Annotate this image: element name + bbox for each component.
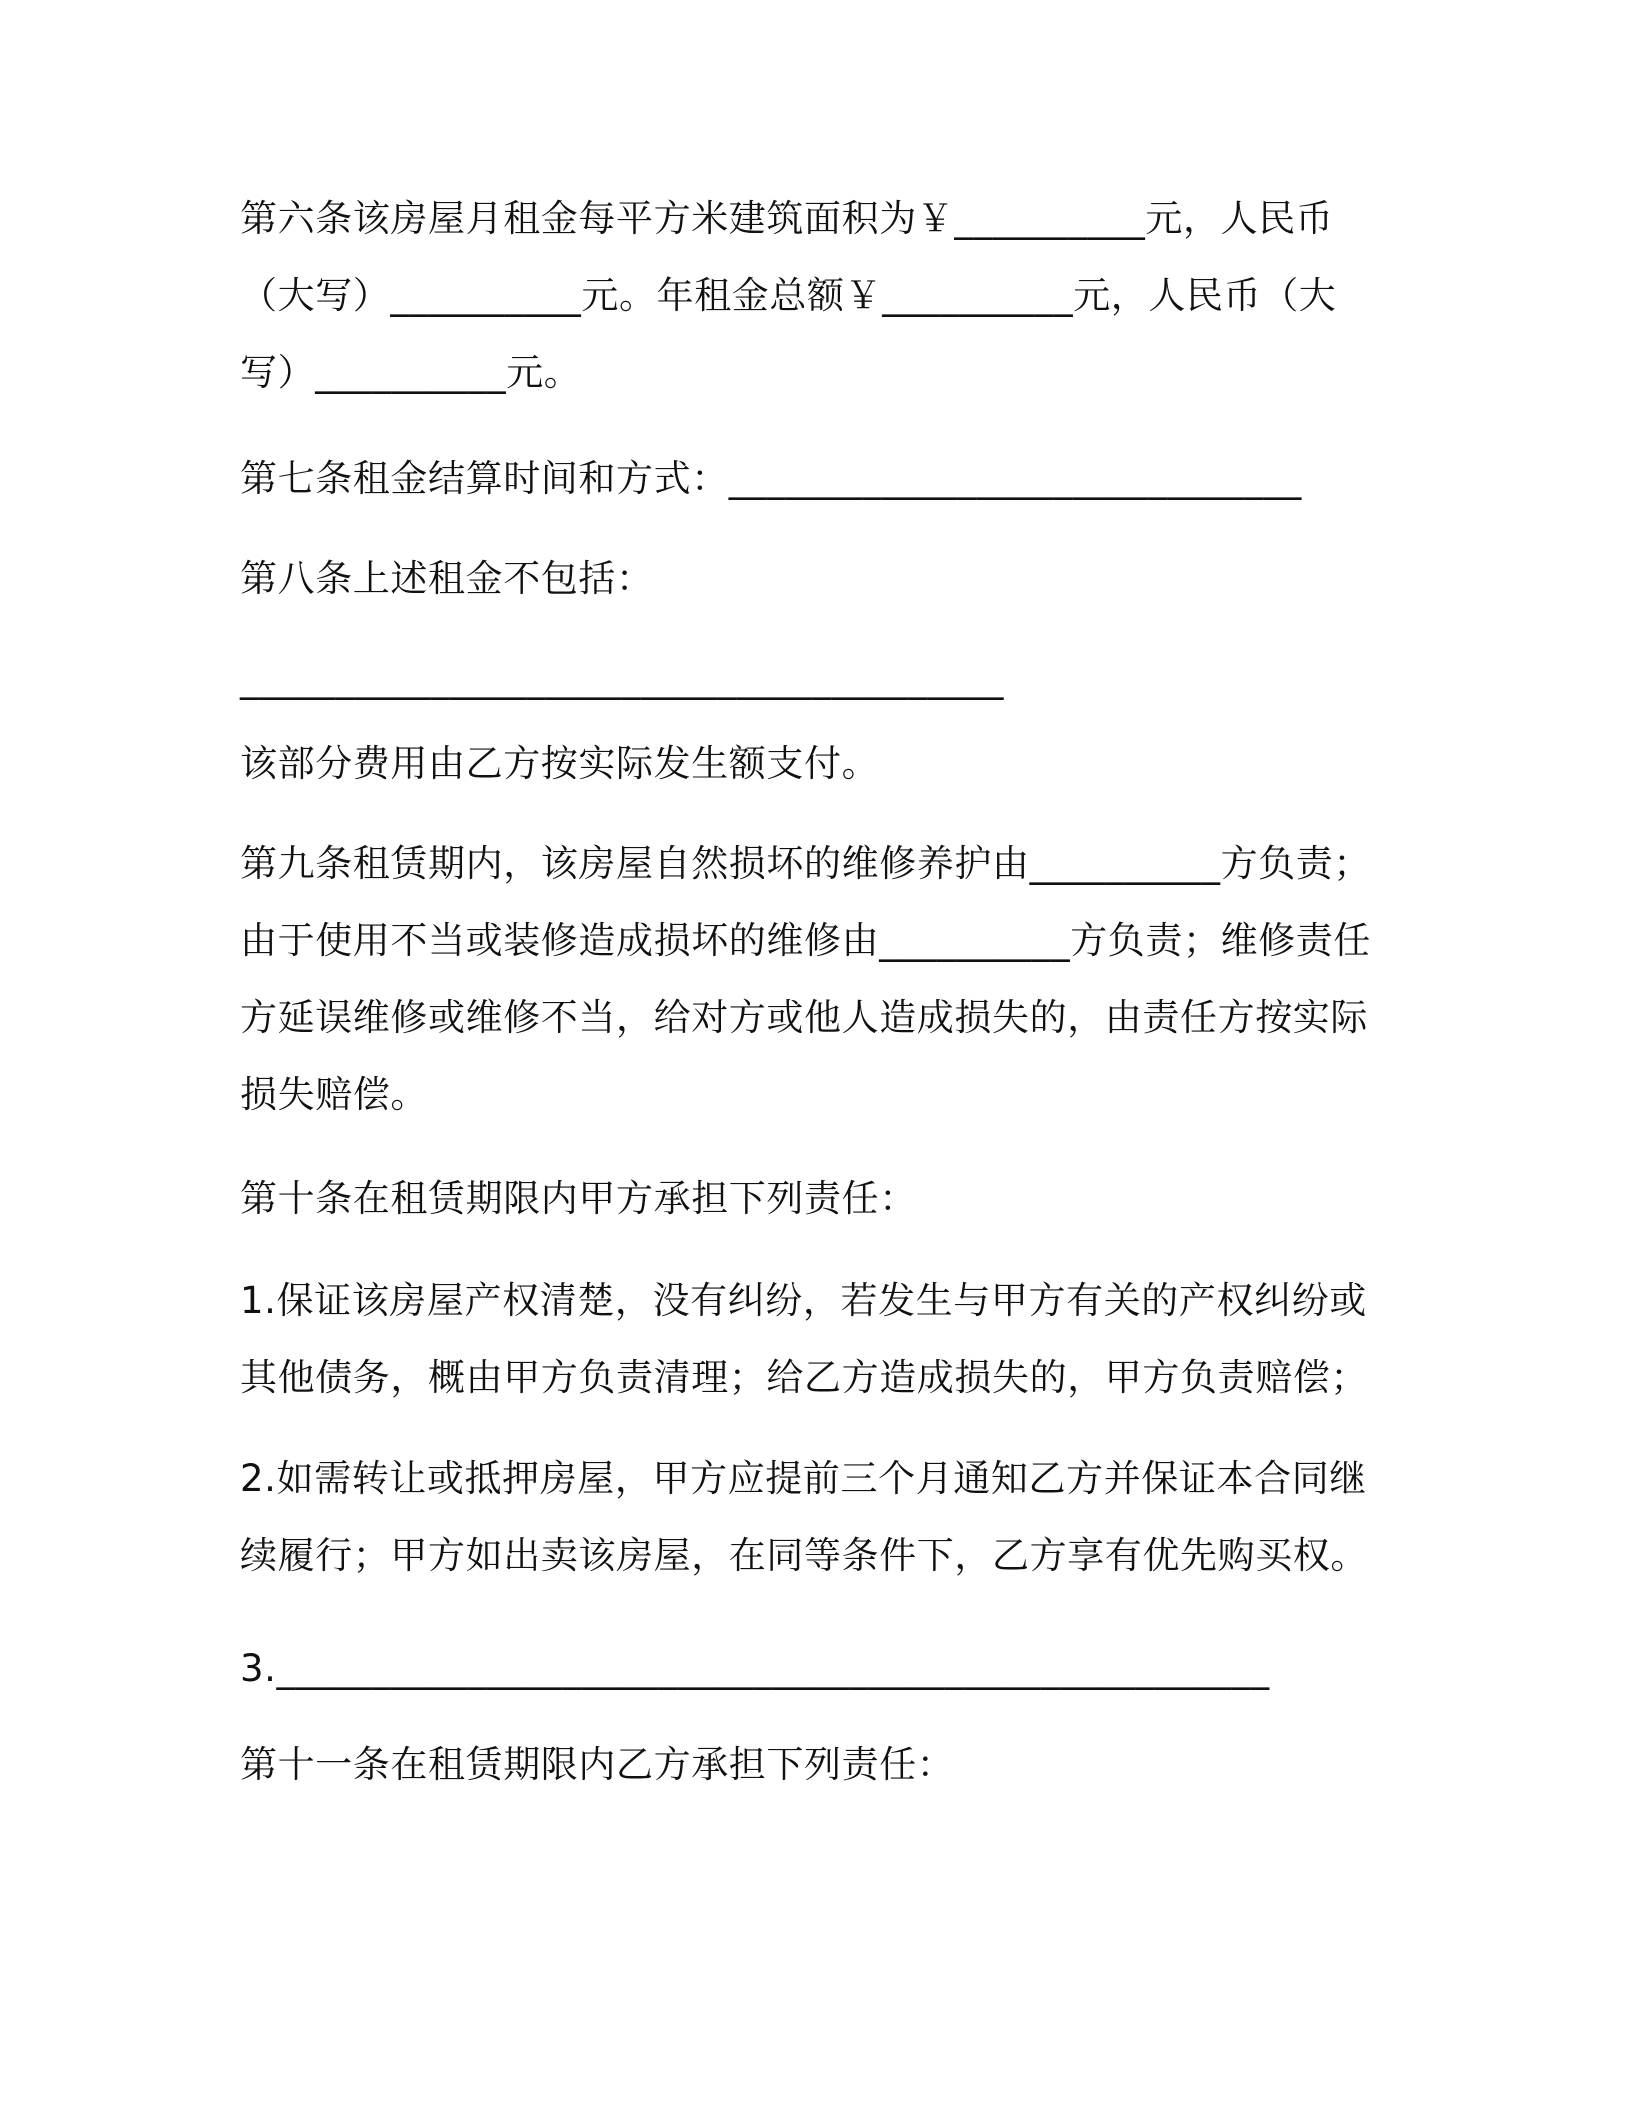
article-9-line-3: 方延误维修或维修不当，给对方或他人造成损失的，由责任方按实际 bbox=[240, 996, 1368, 1039]
article-6-line-3: 写）__________元。 bbox=[240, 351, 582, 394]
article-6-line-2: （大写）__________元。年租金总额￥__________元，人民币（大 bbox=[240, 274, 1337, 317]
article-8-heading-text: 第八条上述租金不包括： bbox=[240, 557, 654, 600]
article-10-item-1-line-2: 其他债务，概由甲方负责清理；给乙方造成损失的，甲方负责赔偿； bbox=[240, 1356, 1368, 1399]
article-10-heading bbox=[240, 1160, 1400, 1237]
article-10-item-2-line-2: 续履行；甲方如出卖该房屋，在同等条件下，乙方享有优先购买权。 bbox=[240, 1534, 1368, 1577]
article-7-text: 第七条租金结算时间和方式：______________________________ bbox=[240, 457, 1302, 500]
article-9 bbox=[240, 825, 1400, 1133]
article-10-item-2-line-1: 2.如需转让或抵押房屋，甲方应提前三个月通知乙方并保证本合同继 bbox=[240, 1457, 1367, 1500]
article-10-item-2 bbox=[240, 1440, 1400, 1594]
article-10-item-1 bbox=[240, 1262, 1400, 1416]
article-11-heading bbox=[240, 1726, 1400, 1803]
article-10-item-3 bbox=[240, 1630, 1400, 1707]
article-8-blank bbox=[240, 640, 1400, 717]
article-9-line-1: 第九条租赁期内，该房屋自然损坏的维修养护由__________方负责； bbox=[240, 842, 1371, 885]
article-8-blank-line: ________________________________________ bbox=[240, 657, 1004, 700]
article-6 bbox=[240, 180, 1400, 411]
article-6-line-1: 第六条该房屋月租金每平方米建筑面积为￥__________元，人民币 bbox=[240, 197, 1334, 240]
article-9-line-4: 损失赔偿。 bbox=[240, 1073, 428, 1116]
article-10-item-1-line-1: 1.保证该房屋产权清楚，没有纠纷，若发生与甲方有关的产权纠纷或 bbox=[240, 1279, 1367, 1322]
article-9-line-2: 由于使用不当或装修造成损坏的维修由__________方负责；维修责任 bbox=[240, 919, 1371, 962]
article-7 bbox=[240, 440, 1400, 517]
article-10-item-3-text: 3.____________________________________________________ bbox=[240, 1647, 1270, 1690]
article-8-note bbox=[240, 725, 1400, 802]
article-8-heading bbox=[240, 540, 1400, 617]
article-11-heading-text: 第十一条在租赁期限内乙方承担下列责任： bbox=[240, 1743, 955, 1786]
article-10-heading-text: 第十条在租赁期限内甲方承担下列责任： bbox=[240, 1177, 917, 1220]
article-8-note-text: 该部分费用由乙方按实际发生额支付。 bbox=[240, 742, 880, 785]
